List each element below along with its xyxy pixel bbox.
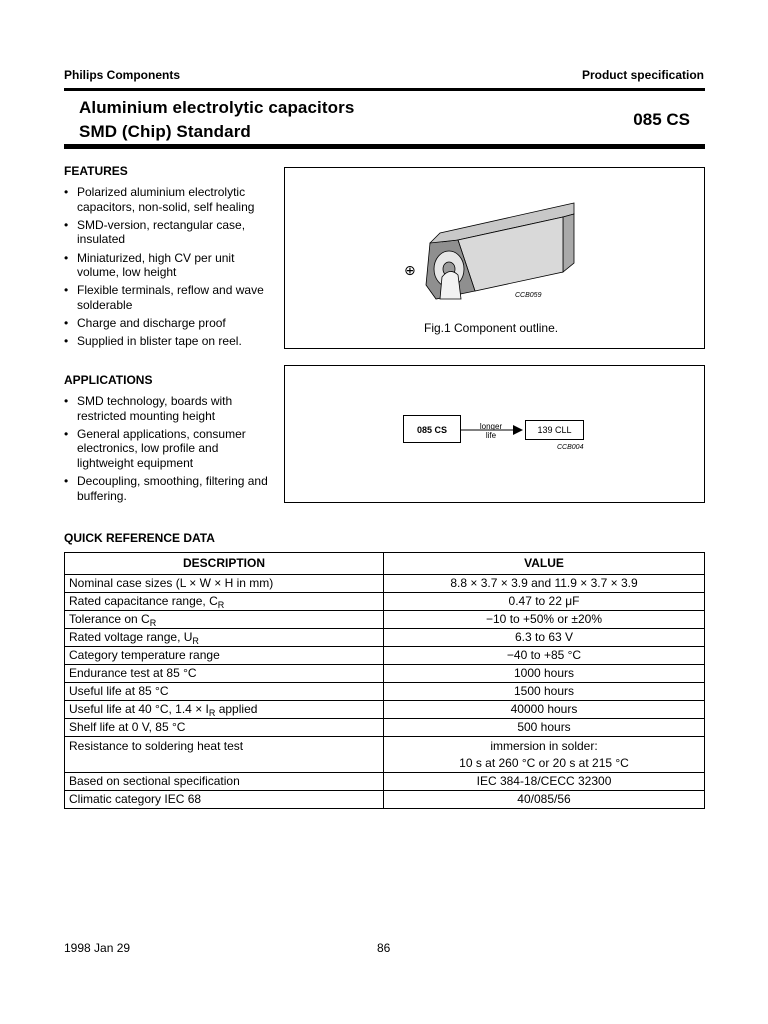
table-row [65, 575, 705, 593]
value-cell: 40000 hours [384, 701, 705, 719]
page-title-line1: Aluminium electrolytic capacitors [79, 98, 355, 117]
header-rule-top [64, 88, 705, 91]
list-item: • Miniaturized, high CV per unit volume, low height [64, 251, 274, 280]
table-row [65, 791, 705, 809]
description-cell: Climatic category IEC 68 [65, 791, 384, 809]
page-title-line2: SMD (Chip) Standard [79, 122, 251, 141]
table-row [65, 719, 705, 737]
description-text: Rated voltage range, U [69, 630, 193, 644]
column-header-value: VALUE [384, 553, 705, 575]
list-item: • Charge and discharge proof [64, 316, 274, 331]
description-cell [65, 629, 384, 647]
quick-reference-table [64, 552, 705, 809]
subscript: R [217, 600, 225, 610]
company-name: Philips Components [64, 68, 181, 82]
column-header-description: DESCRIPTION [65, 553, 384, 575]
description-text: Tolerance on C [69, 612, 150, 626]
subscript: R [149, 618, 157, 628]
list-item: • General applications, consumer electronics, low profile and lightweight equipment [64, 427, 274, 471]
diagram-box-139cll: 139 CLL [525, 420, 584, 440]
figure-ref: CCB004 [557, 444, 584, 451]
table-row [65, 701, 705, 719]
description-cell [65, 593, 384, 611]
description-cell: Useful life at 85 °C [65, 683, 384, 701]
description-cell: Nominal case sizes (L × W × H in mm) [65, 575, 384, 593]
table-row [65, 593, 705, 611]
subscript: R [192, 636, 199, 646]
value-line1: immersion in solder: [490, 739, 598, 753]
description-cell [65, 611, 384, 629]
features-list [64, 185, 274, 353]
value-cell: 6.3 to 63 V [384, 629, 705, 647]
applications-list [64, 394, 274, 507]
table-row [65, 737, 705, 773]
description-cell: Endurance test at 85 °C [65, 665, 384, 683]
value-cell [384, 737, 705, 773]
table-row [65, 647, 705, 665]
description-text: Useful life at 40 °C, 1.4 × I [69, 702, 209, 716]
list-item: • Flexible terminals, reflow and wave solderable [64, 283, 274, 312]
figure-ref: CCB059 [515, 292, 542, 299]
list-item: • Decoupling, smoothing, filtering and buffering. [64, 474, 274, 503]
footer-date: 1998 Jan 29 [64, 941, 131, 955]
table-row [65, 665, 705, 683]
subscript: R [208, 708, 216, 718]
page-number: 86 [377, 941, 391, 955]
list-item: • Supplied in blister tape on reel. [64, 334, 274, 349]
table-row [65, 683, 705, 701]
table-row [65, 629, 705, 647]
capacitor-drawing [400, 195, 580, 305]
description-cell [65, 701, 384, 719]
figure-component-outline [284, 167, 705, 349]
table-row [65, 611, 705, 629]
description-cell: Shelf life at 0 V, 85 °C [65, 719, 384, 737]
list-item: • Polarized aluminium electrolytic capacitors, non-solid, self healing [64, 185, 274, 214]
diagram-box-085cs: 085 CS [403, 415, 461, 443]
value-cell: 500 hours [384, 719, 705, 737]
value-cell: IEC 384-18/CECC 32300 [384, 773, 705, 791]
list-item: • SMD-version, rectangular case, insulated [64, 218, 274, 247]
table-row [65, 773, 705, 791]
figure-family-diagram [284, 365, 705, 503]
product-code: 085 CS [633, 110, 690, 129]
description-cell: Based on sectional specification [65, 773, 384, 791]
value-line2: 10 s at 260 °C or 20 s at 215 °C [459, 756, 629, 770]
value-cell: −10 to +50% or ±20% [384, 611, 705, 629]
arrow-label [475, 422, 507, 440]
value-cell: 1000 hours [384, 665, 705, 683]
value-cell: 40/085/56 [384, 791, 705, 809]
description-text: Rated capacitance range, C [69, 594, 218, 608]
figure-caption: Fig.1 Component outline. [424, 321, 559, 335]
polarity-plus-icon: ⊕ [404, 262, 416, 278]
value-cell: 1500 hours [384, 683, 705, 701]
value-cell: −40 to +85 °C [384, 647, 705, 665]
description-cell: Resistance to soldering heat test [65, 737, 384, 773]
arrow-label-line1: longer [479, 422, 503, 431]
value-cell: 8.8 × 3.7 × 3.9 and 11.9 × 3.7 × 3.9 [384, 575, 705, 593]
description-cell: Category temperature range [65, 647, 384, 665]
document-type: Product specification [581, 68, 704, 82]
qrd-heading: QUICK REFERENCE DATA [64, 531, 215, 545]
features-heading: FEATURES [64, 164, 128, 178]
applications-heading: APPLICATIONS [64, 373, 153, 387]
description-text-suffix: applied [215, 702, 258, 716]
list-item: • SMD technology, boards with restricted mounting height [64, 394, 274, 423]
table-header-row [65, 553, 705, 575]
value-cell: 0.47 to 22 μF [384, 593, 705, 611]
header-rule-bottom [64, 144, 705, 149]
arrow-label-line2: life [485, 431, 497, 440]
